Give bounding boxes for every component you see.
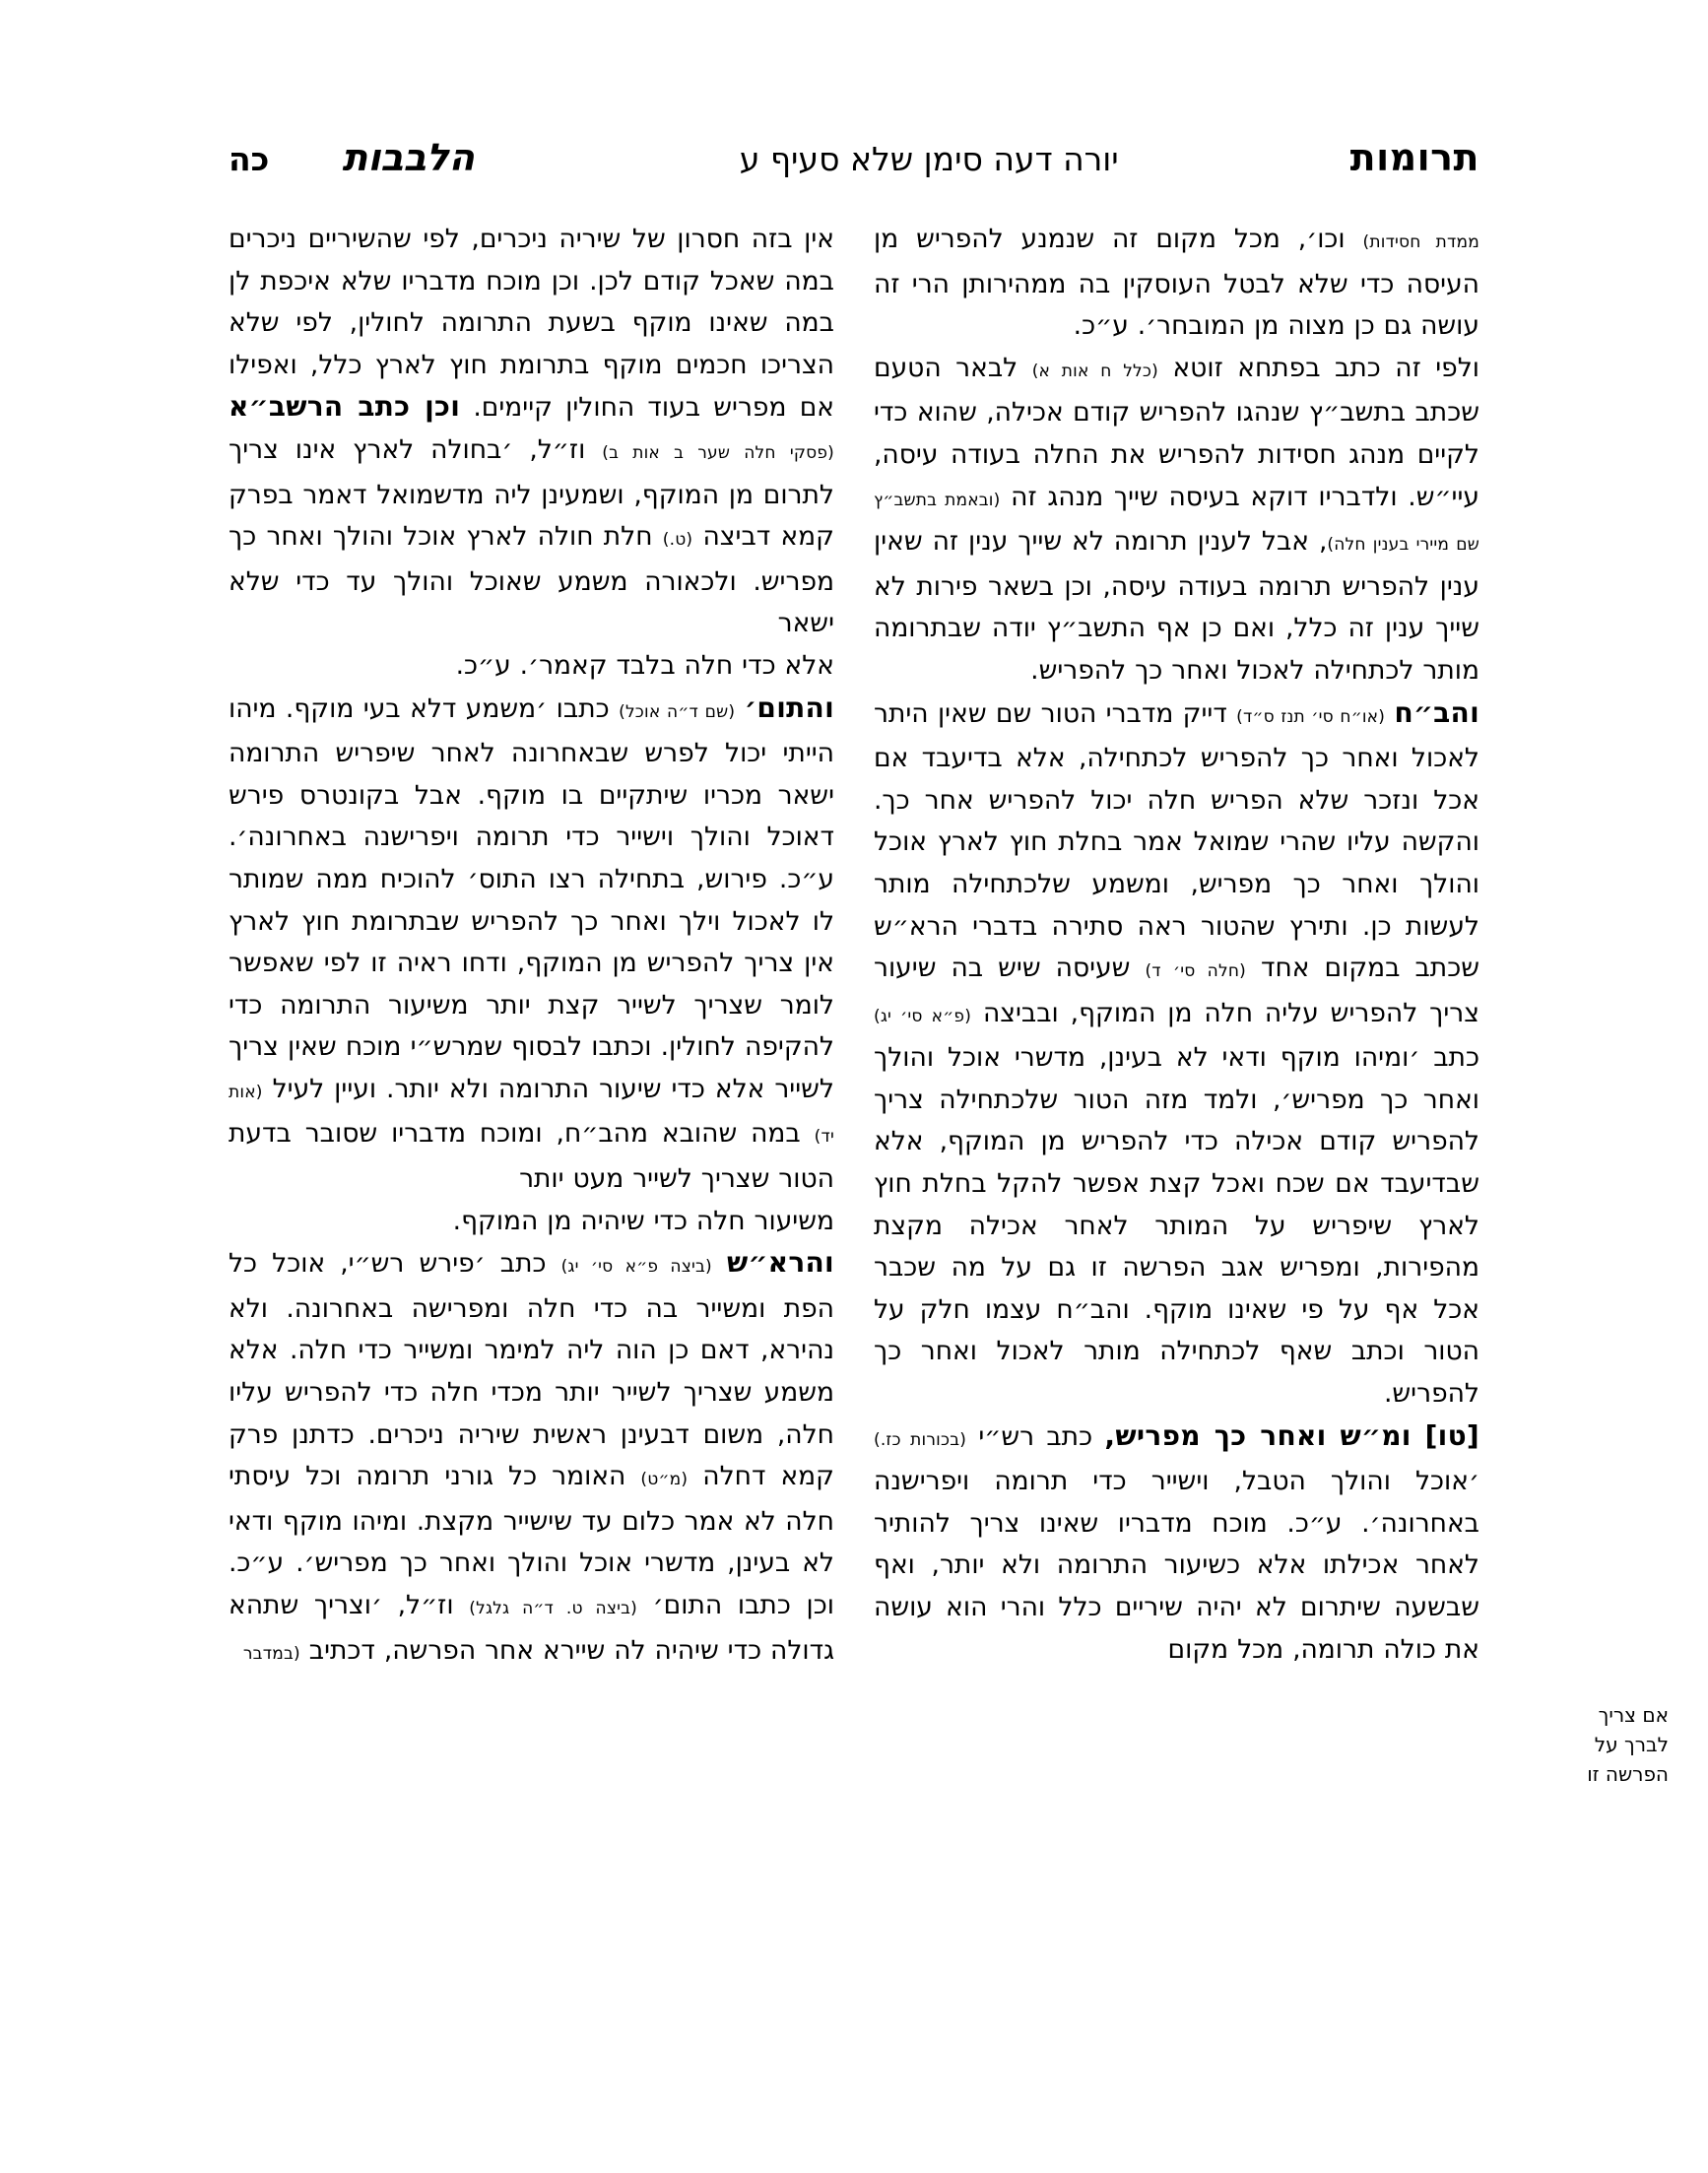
paragraph <box>229 688 834 1243</box>
column-left <box>229 219 834 2025</box>
source-marker: והב״ח <box>1394 695 1479 729</box>
paragraph-body-continued: , אבל לענין תרומה לא שייך ענין זה שאין ענין להפריש תרומה בעודה עיסה, וכן בשאר פירות לא שייך ענין זה כלל, ואם כן אף התשב״ץ יודה שבתרומה מותר לכתחילה לאכול ואחר כך להפריש. <box>874 526 1479 686</box>
paragraph-body-continued: כתב ׳ומיהו מוקף ודאי לא בעינן, מדשרי אוכל והולך ואחר כך מפריש׳, ולמד מזה הטור שלכתחילה צריך להפריש קודם אכילה כדי להפריש מן המוקף, אלא שבדיעבד אם שכח ואכל קצת אפשר להקל בחלת חוץ לארץ שיפריש על המותר לאחר אכילה מקצת מהפירות, ומפריש אגב הפרשה זו גם על מה שכבר אכל אף על פי שאינו מוקף. והב״ח עצמו חלק על הטור וכתב שאף לכתחילה מותר לאכול ואחר כך להפריש. <box>874 1042 1479 1410</box>
source-marker: [טו] ומ״ש ואחר כך מפריש, <box>1104 1418 1479 1452</box>
source-citation: (פ״א סי׳ יג) <box>874 1006 972 1026</box>
source-citation: (ביצה ט. ד״ה גלגל) <box>469 1599 637 1618</box>
source-marker: והתום׳ <box>744 691 834 724</box>
source-citation: (או״ח סי׳ תנז ס״ד) <box>1236 706 1386 727</box>
source-citation: (אות יד) <box>229 1082 834 1148</box>
column-right <box>874 219 1479 2025</box>
margin-note-line: הפרשה זו <box>1587 1762 1669 1786</box>
source-citation: (בכורות כז.) <box>874 1429 967 1450</box>
source-citation: (שם ד״ה אוכל) <box>619 701 736 722</box>
paragraph-body: כתבו ׳משמע דלא בעי מוקף. מיהו הייתי יכול לפרש שבאחרונה לאחר שיפריש התרומה ישאר מכריו שיתקיים בו מוקף. אבל בקונטרס פירש דאוכל והולך וישייר כדי תרומה ויפרישנה באחרונה׳. ע״כ. פירוש, בתחילה רצו התוס׳ להוכיח ממה שמותר לו לאכול וילך ואחר כך להפריש שבתרומת חוץ לארץ אין צריך להפריש מן המוקף, ודחו ראיה זו לפי שאפשר לומר שצריך לשייר קצת יותר משיעור התרומה כדי להקיפה לחולין. וכתבו לבסוף שמרש״י מוכח שאין צריך לשייר אלא כדי שיעור התרומה ולא יותר. ועיין לעיל <box>229 692 834 1104</box>
source-citation: (ובאמת בתשב״ץ שם מיירי בענין חלה) <box>874 490 1479 556</box>
source-citation: (פסקי חלה שער ב אות ב) <box>602 442 834 463</box>
text-columns <box>229 219 1479 2025</box>
paragraph <box>874 348 1479 692</box>
paragraph-body: וכו׳, מכל מקום זה שנמנע להפריש מן העיסה כדי שלא לבטל העוסקין בה ממהירותן הרי זה עושה גם כן מצוה מן המובחר׳. ע״כ. <box>874 224 1479 342</box>
paragraph-body-continued: חלת חולה לארץ אוכל והולך ואחר כך מפריש. ולכאורה משמע שאוכל והולך עד כדי שלא ישאר <box>229 521 834 639</box>
source-marker: והרא״ש <box>726 1246 834 1280</box>
paragraph <box>229 1242 834 1675</box>
paragraph-body-continued: שעיסה שיש בה שיעור צריך להפריש עליה חלה מן המוקף, ובביצה <box>874 953 1479 1028</box>
paragraph-body: לבאר הטעם שכתב בתשב״ץ שנהגו להפריש קודם אכילה, שהוא כדי לקיים מנהג חסידות להפריש את החלה בעודה עיסה, עיי״ש. ולדבריו דוקא בעיסה שייך מנהג זה <box>874 352 1479 512</box>
paragraph-body: דייק מדברי הטור שם שאין היתר לאכול ואחר כך להפריש לכתחילה, אלא בדיעבד אם אכל ונזכר שלא הפריש חלה יכול להפריש אחר כך. והקשה עליו שהרי שמואל אמר בחלת חוץ לארץ אוכל והולך ואחר כך מפריש, ומשמע שלכתחילה מותר לעשות כן. ותירץ שהטור ראה סתירה בדברי הרא״ש שכתב במקום אחד <box>874 697 1479 984</box>
paragraph-tail: אלא כדי חלה בלבד קאמר׳. ע״כ. <box>455 649 834 681</box>
paragraph-body-lead: ולפי זה כתב בפתחא זוטא <box>1172 352 1480 383</box>
paragraph-body-lead: כתב רש״י <box>978 1420 1093 1452</box>
source-citation: (במדבר <box>242 1643 300 1664</box>
header-folio-number: כה <box>229 140 270 178</box>
header-left-group <box>229 136 475 179</box>
source-citation: (מ״ט) <box>640 1470 689 1490</box>
source-citation: (ט.) <box>662 530 693 551</box>
paragraph <box>229 219 834 688</box>
running-header <box>229 136 1479 191</box>
margin-note-line: אם צריך <box>1598 1703 1669 1727</box>
source-citation: (ביצה פ״א סי׳ יג) <box>560 1257 712 1278</box>
source-marker: וכן כתב הרשב״א <box>229 390 461 424</box>
source-citation: (חלה סי׳ ד) <box>1145 961 1246 982</box>
paragraph-body-continued: וז״ל, ׳בחולה לארץ אינו צריך לתרום מן המוקף, ושמעינן ליה מדשמואל דאמר בפרק קמא דביצה <box>229 433 834 553</box>
header-center-reference: יורה דעה סימן שלא סעיף ע <box>739 140 1119 178</box>
source-citation: ממדת חסידות) <box>1362 232 1479 252</box>
paragraph-tail: משיעור חלה כדי שיהיה מן המוקף. <box>452 1205 834 1236</box>
paragraph-body: ׳אוכל והולך הטבל, וישייר כדי תרומה ויפרישנה באחרונה׳. ע״כ. מוכח מדבריו שאינו צריך להותיר לאחר אכילתו אלא כשיעור התרומה ולא יותר, ואף שבשעה שיתרום לא יהיה שיריים כלל והרי הוא עושה את כולה תרומה, מכל מקום <box>874 1466 1479 1665</box>
header-book-title: הלבבות <box>342 136 475 179</box>
paragraph-body: כתב ׳פירש רש״י, אוכל כל הפת ומשייר בה כדי חלה ומפרישה באחרונה. ולא נהירא, דאם כן הוה ליה למימר ומשייר כדי חלה. אלא משמע שצריך לשייר יותר מכדי חלה כדי להפריש עליו חלה, משום דבעינן ראשית שיריה ניכרים. כדתנן פרק קמא דחלה <box>229 1248 834 1492</box>
paragraph-body-continued: במה שהובא מהב״ח, ומוכח מדבריו שסובר בדעת הטור שצריך לשייר מעט יותר <box>229 1118 834 1195</box>
paragraph <box>874 1416 1479 1672</box>
header-right-title: תרומות <box>1349 136 1479 179</box>
margin-note-line: לברך על <box>1594 1733 1669 1756</box>
paragraph-body-continued: האומר כל גורני תרומה וכל עיסתי חלה לא אמר כלום עד שישייר מקצת. ומיהו מוקף ודאי לא בעינן, מדשרי אוכל והולך ואחר כך מפריש׳. ע״כ. וכן כתבו התום׳ <box>229 1461 834 1620</box>
paragraph-body-continued: וז״ל, ׳וצריך שתהא גדולה כדי שיהיה לה שיירא אחר הפרשה, דכתיב <box>229 1590 834 1666</box>
paragraph-body: אין בזה חסרון של שיריה ניכרים, לפי שהשיריים ניכרים במה שאכל קודם לכן. וכן מוכח מדבריו שלא איכפת לן במה שאינו מוקף בשעת התרומה לחולין, לפי שלא הצריכו חכמים מוקף בתרומת חוץ לארץ כלל, ואפילו אם מפריש בעוד החולין קיימים. <box>229 224 834 424</box>
paragraph <box>874 219 1479 348</box>
margin-note <box>1503 1700 1669 1789</box>
paragraph <box>874 692 1479 1416</box>
source-citation: (כלל ח אות א) <box>1031 361 1158 381</box>
